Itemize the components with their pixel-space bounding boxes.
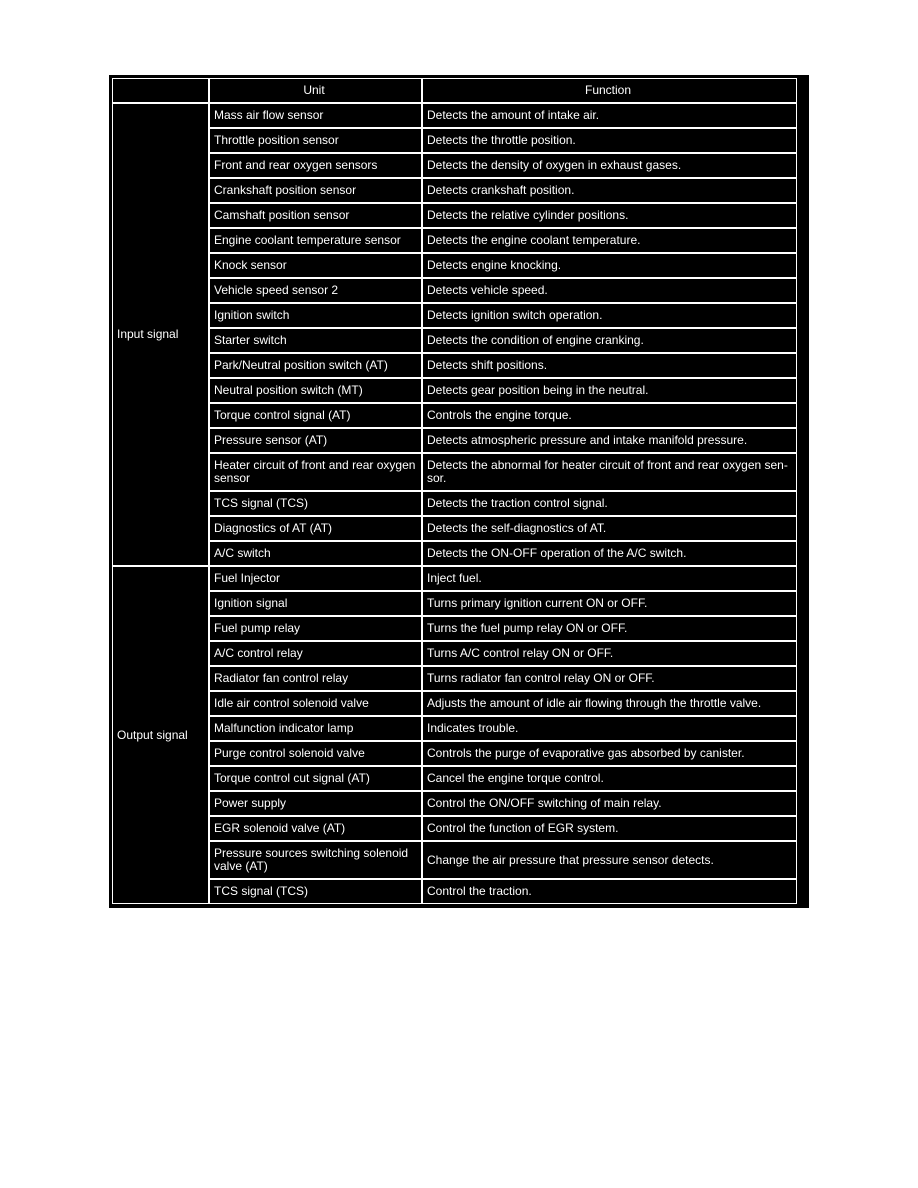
function-cell-text: Detects the amount of intake air. (427, 108, 600, 122)
function-cell-text: Detects the engine coolant temperature. (427, 233, 641, 247)
function-cell (422, 328, 797, 353)
function-cell (422, 766, 797, 791)
unit-cell-text: Fuel Injector (214, 571, 281, 585)
unit-cell-text: Mass air flow sensor (214, 108, 324, 122)
unit-cell (209, 566, 422, 591)
unit-cell (209, 766, 422, 791)
unit-cell (209, 741, 422, 766)
function-cell (422, 716, 797, 741)
unit-cell (209, 453, 422, 491)
unit-cell-text: Engine coolant temperature sensor (214, 233, 401, 247)
function-cell (422, 491, 797, 516)
function-cell (422, 841, 797, 879)
function-cell-text: Indicates trouble. (427, 721, 519, 735)
unit-cell-text: Heater circuit of front and rear oxygen sensor (214, 458, 416, 485)
unit-cell-text: Throttle position sensor (214, 133, 339, 147)
function-cell (422, 516, 797, 541)
unit-cell (209, 178, 422, 203)
unit-cell (209, 641, 422, 666)
function-cell (422, 691, 797, 716)
function-cell (422, 879, 797, 904)
function-cell-text: Control the ON/OFF switching of main relay. (427, 796, 662, 810)
unit-cell (209, 153, 422, 178)
group-label-1 (112, 566, 209, 904)
function-cell (422, 353, 797, 378)
signal-table (109, 75, 809, 908)
function-cell-text: Cancel the engine torque control. (427, 771, 604, 785)
unit-cell-text: Pressure sources switching solenoid valve (AT) (214, 846, 409, 873)
unit-cell (209, 491, 422, 516)
unit-cell-text: Ignition signal (214, 596, 288, 610)
function-cell-text: Detects the traction control signal. (427, 496, 608, 510)
function-cell (422, 178, 797, 203)
unit-cell-text: Fuel pump relay (214, 621, 301, 635)
header-function-text: Function (584, 83, 632, 97)
function-cell-text: Turns radiator fan control relay ON or OFF. (427, 671, 655, 685)
function-cell (422, 616, 797, 641)
unit-cell-text: Malfunction indicator lamp (214, 721, 354, 735)
header-function (422, 78, 797, 103)
unit-cell (209, 591, 422, 616)
function-cell-text: Detects engine knocking. (427, 258, 562, 272)
function-cell-text: Controls the purge of evaporative gas absorbed by canister. (427, 746, 745, 760)
function-cell-text: Inject fuel. (427, 571, 482, 585)
unit-cell-text: Park/Neutral position switch (AT) (214, 358, 388, 372)
unit-cell (209, 378, 422, 403)
function-cell (422, 591, 797, 616)
function-cell (422, 453, 797, 491)
unit-cell-text: Purge control solenoid valve (214, 746, 365, 760)
function-cell-text: Change the air pressure that pressure sensor detects. (427, 852, 714, 867)
function-cell-text: Control the traction. (427, 884, 532, 898)
unit-cell-text: Torque control signal (AT) (214, 408, 351, 422)
unit-cell-text: EGR solenoid valve (AT) (214, 821, 346, 835)
function-cell-text: Turns the fuel pump relay ON or OFF. (427, 621, 628, 635)
unit-cell (209, 691, 422, 716)
unit-cell (209, 278, 422, 303)
function-cell (422, 566, 797, 591)
function-cell (422, 541, 797, 566)
function-cell (422, 741, 797, 766)
function-cell-text: Detects gear position being in the neutral. (427, 383, 649, 397)
unit-cell (209, 541, 422, 566)
function-cell (422, 403, 797, 428)
function-cell-text: Detects crankshaft position. (427, 183, 575, 197)
unit-cell-text: Idle air control solenoid valve (214, 696, 369, 710)
unit-cell (209, 253, 422, 278)
function-cell (422, 428, 797, 453)
unit-cell-text: A/C switch (214, 546, 271, 560)
header-group-cell (112, 78, 209, 103)
unit-cell (209, 616, 422, 641)
unit-cell-text: Starter switch (214, 333, 287, 347)
unit-cell (209, 203, 422, 228)
unit-cell (209, 716, 422, 741)
function-cell-text: Detects vehicle speed. (427, 283, 548, 297)
unit-cell-text: Diagnostics of AT (AT) (214, 521, 333, 535)
function-cell-text: Detects the density of oxygen in exhaust gases. (427, 158, 682, 172)
function-cell (422, 278, 797, 303)
function-cell (422, 303, 797, 328)
function-cell (422, 253, 797, 278)
group-label-1-text: Output signal (117, 727, 188, 742)
unit-cell-text: A/C control relay (214, 646, 303, 660)
unit-cell (209, 328, 422, 353)
unit-cell-text: Torque control cut signal (AT) (214, 771, 370, 785)
unit-cell-text: Ignition switch (214, 308, 290, 322)
function-cell-text: Adjusts the amount of idle air flowing through the throttle valve. (427, 696, 762, 710)
unit-cell (209, 303, 422, 328)
unit-cell (209, 428, 422, 453)
unit-cell-text: TCS signal (TCS) (214, 496, 309, 510)
unit-cell-text: Knock sensor (214, 258, 287, 272)
function-cell (422, 641, 797, 666)
function-cell (422, 128, 797, 153)
unit-cell (209, 228, 422, 253)
function-cell (422, 203, 797, 228)
unit-cell (209, 103, 422, 128)
unit-cell-text: Front and rear oxygen sensors (214, 158, 378, 172)
header-unit (209, 78, 422, 103)
function-cell-text: Turns primary ignition current ON or OFF. (427, 596, 648, 610)
function-cell-text: Detects the throttle position. (427, 133, 576, 147)
function-cell (422, 666, 797, 691)
group-label-0-text: Input signal (117, 327, 179, 341)
unit-cell-text: Camshaft position sensor (214, 208, 350, 222)
function-cell (422, 228, 797, 253)
function-cell (422, 378, 797, 403)
unit-cell-text: Pressure sensor (AT) (214, 433, 328, 447)
unit-cell (209, 879, 422, 904)
unit-cell (209, 403, 422, 428)
function-cell-text: Control the function of EGR system. (427, 821, 619, 835)
unit-cell (209, 516, 422, 541)
function-cell-text: Detects ignition switch operation. (427, 308, 603, 322)
unit-cell-text: Vehicle speed sensor 2 (214, 283, 339, 297)
unit-cell-text: Neutral position switch (MT) (214, 383, 363, 397)
function-cell-text: Controls the engine torque. (427, 408, 572, 422)
function-cell (422, 816, 797, 841)
function-cell (422, 153, 797, 178)
unit-cell-text: Power supply (214, 796, 287, 810)
function-cell-text: Detects the ON-OFF operation of the A/C switch. (427, 546, 687, 560)
header-unit-text: Unit (303, 83, 325, 97)
unit-cell (209, 816, 422, 841)
unit-cell (209, 841, 422, 879)
function-cell-text: Detects shift positions. (427, 358, 548, 372)
function-cell-text: Detects atmospheric pressure and intake manifold pressure. (427, 433, 748, 447)
group-label-0 (112, 103, 209, 566)
unit-cell (209, 128, 422, 153)
function-cell (422, 103, 797, 128)
function-cell-text: Detects the condition of engine cranking. (427, 333, 644, 347)
unit-cell-text: Crankshaft position sensor (214, 183, 357, 197)
unit-cell (209, 353, 422, 378)
function-cell-text: Detects the abnormal for heater circuit of front and rear oxygen sen-sor. (427, 458, 788, 485)
unit-cell (209, 791, 422, 816)
unit-cell-text: TCS signal (TCS) (214, 884, 309, 898)
unit-cell (209, 666, 422, 691)
unit-cell-text: Radiator fan control relay (214, 671, 349, 685)
function-cell (422, 791, 797, 816)
function-cell-text: Detects the self-diagnostics of AT. (427, 521, 607, 535)
function-cell-text: Turns A/C control relay ON or OFF. (427, 646, 614, 660)
function-cell-text: Detects the relative cylinder positions. (427, 208, 629, 222)
